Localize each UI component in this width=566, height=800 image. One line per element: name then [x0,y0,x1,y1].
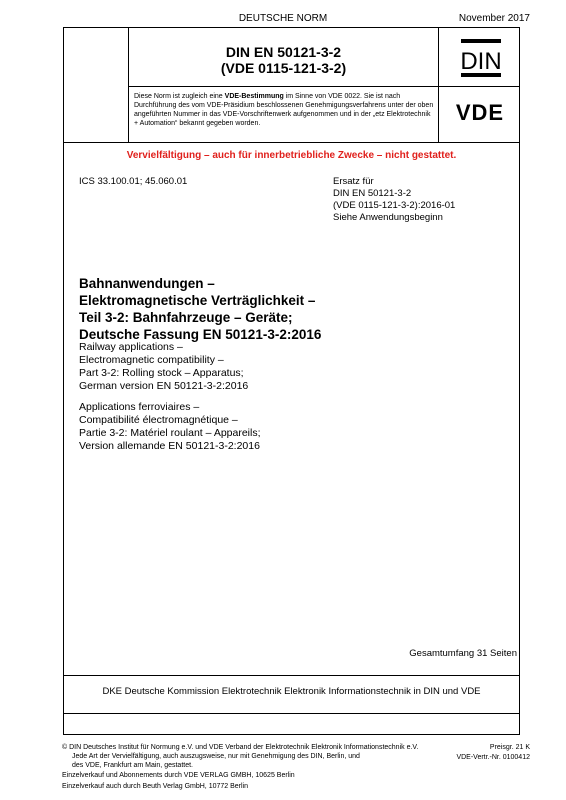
copyright-line-3: des VDE, Frankfurt am Main, gestattet. [72,762,193,769]
english-title-line-1: Railway applications – [79,341,183,353]
vde-logo: VDE [455,100,505,125]
din-logo-text: DIN [460,48,502,75]
sales-info-vde: Einzelverkauf und Abonnements durch VDE VERLAG GMBH, 10625 Berlin [62,772,295,779]
divider-title-notice [128,86,520,87]
english-title-line-3: Part 3-2: Rolling stock – Apparatus; [79,367,244,379]
french-title [79,401,261,453]
divider-dke-bottom [63,713,520,714]
sales-info-beuth: Einzelverkauf auch durch Beuth Verlag GmbH, 10772 Berlin [62,783,248,790]
german-title-line-1: Bahnanwendungen – [79,276,215,291]
french-title-line-1: Applications ferroviaires – [79,401,200,413]
french-title-line-4: Version allemande EN 50121-3-2:2016 [79,440,260,452]
notice-bold-term: VDE-Bestimmung [224,93,284,100]
standard-number: DIN EN 50121-3-2 [225,44,342,60]
copyright-line-1: © DIN Deutsches Institut für Normung e.V. und VDE Verband der Elektrotechnik Elektronik Informationstechnik e.V. [62,744,419,751]
reproduction-warning: Vervielfältigung – auch für innerbetriebliche Zwecke – nicht gestattet. [126,150,457,161]
divider-dke-top [63,675,520,676]
english-title [79,341,248,393]
divider-logo-column [438,27,439,142]
replacement-info [333,176,455,224]
english-title-line-2: Electromagnetic compatibility – [79,354,224,366]
replacement-line-2: DIN EN 50121-3-2 [333,188,412,199]
replacement-line-3: (VDE 0115-121-3-2):2016-01 [333,200,456,211]
german-title-line-2: Elektromagnetische Verträglichkeit – [79,293,316,308]
notice-text-start: Diese Norm ist zugleich eine [134,93,225,100]
din-logo-mark [460,38,502,78]
vde-number: (VDE 0115-121-3-2) [220,60,347,76]
notice-text-end: im Sinne von VDE 0022. Sie ist nach Durchführung des vom VDE-Präsidium beschlossenen Genehmigungsverfahrens unter der oben angeführten Nummer in das VDE-Vorschriftenwerk aufgenommen und in der „etz Elektrotechnik + Automation“ bekannt gegeben worden. [134,93,434,127]
replacement-line-1: Ersatz für [333,176,374,187]
ics-codes: ICS 33.100.01; 45.060.01 [79,176,188,187]
order-number: VDE-Vertr.-Nr. 0100412 [456,754,530,761]
document-type-label: DEUTSCHE NORM [238,13,328,24]
dke-committee: DKE Deutsche Kommission Elektrotechnik Elektronik Informationstechnik in DIN und VDE [102,686,481,697]
english-title-line-4: German version EN 50121-3-2:2016 [79,380,249,392]
price-group: Preisgr. 21 K [489,744,530,751]
copyright-notice [62,743,442,770]
publication-date: November 2017 [458,13,530,24]
german-title-line-4: Deutsche Fassung EN 50121-3-2:2016 [79,327,322,342]
french-title-line-2: Compatibilité électromagnétique – [79,414,238,426]
copyright-line-2: Jede Art der Vervielfältigung, auch auszugsweise, nur mit Genehmigung des DIN, Berlin, und [72,753,360,760]
vde-notice [134,92,434,128]
total-pages: Gesamtumfang 31 Seiten [409,648,517,659]
replacement-line-4: Siehe Anwendungsbeginn [333,212,443,223]
french-title-line-3: Partie 3-2: Matériel roulant – Appareils; [79,427,261,439]
german-title [79,275,321,343]
din-logo [460,38,502,78]
divider-notice-bottom [63,142,520,143]
german-title-line-3: Teil 3-2: Bahnfahrzeuge – Geräte; [79,310,293,325]
